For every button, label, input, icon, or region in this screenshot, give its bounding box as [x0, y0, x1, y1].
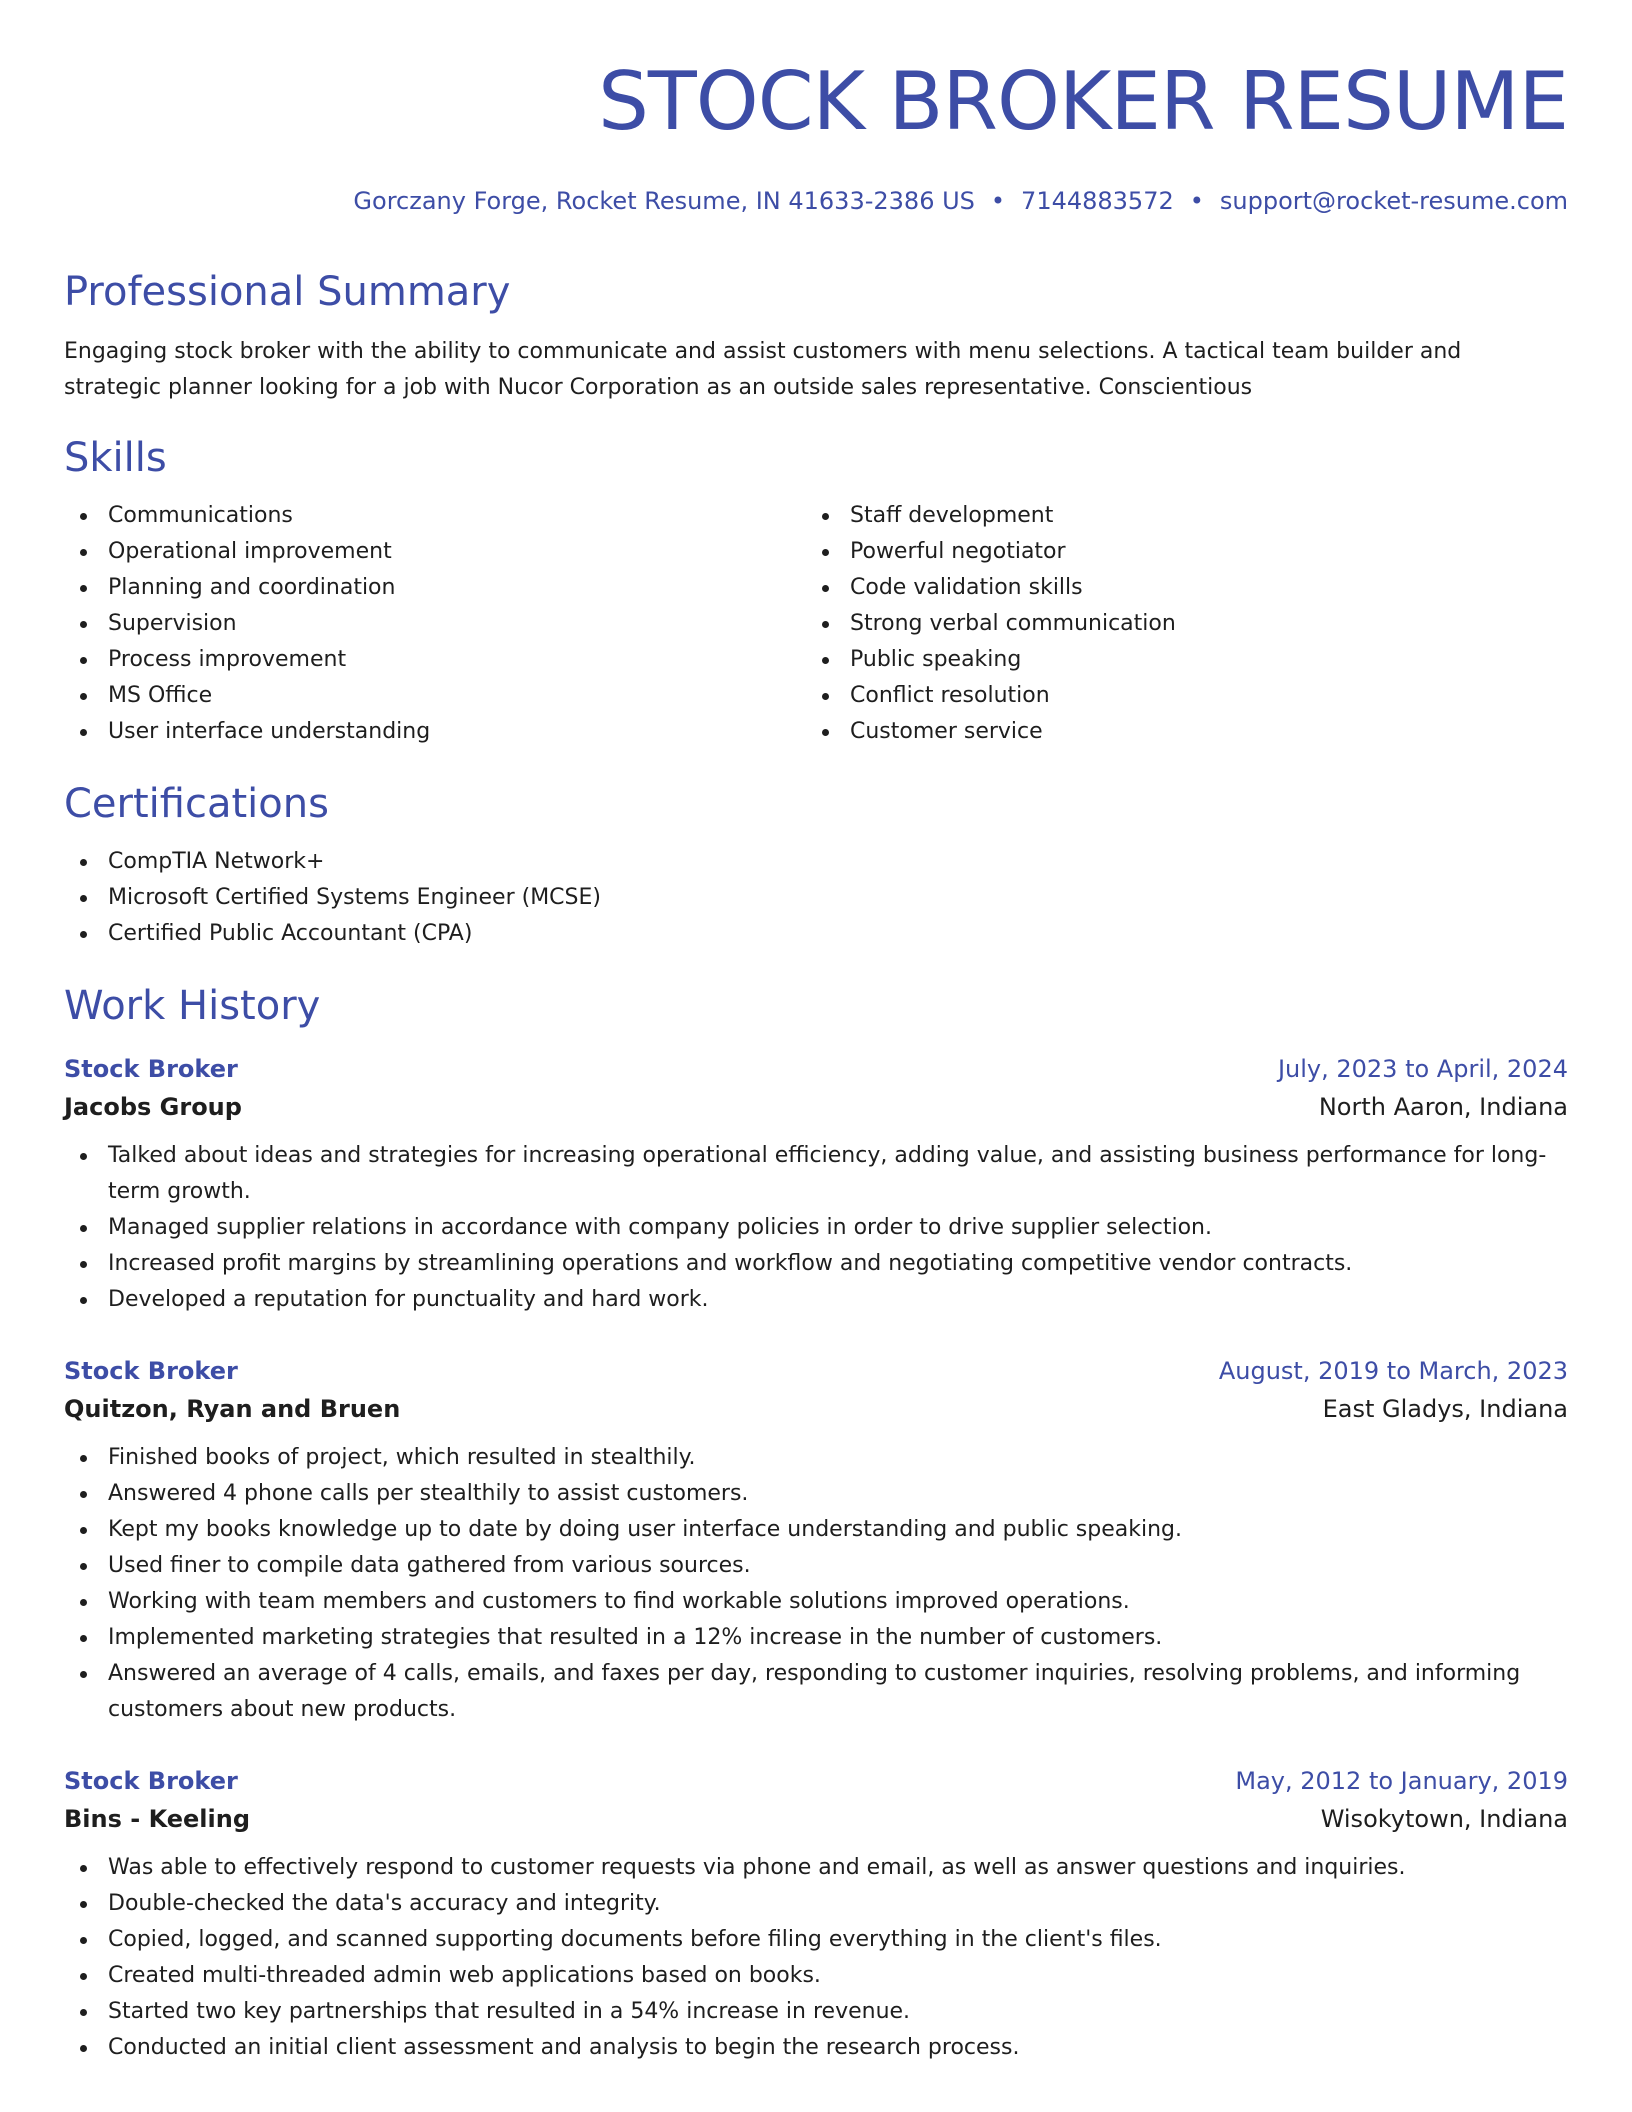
resume-title: STOCK BROKER RESUME: [598, 55, 1568, 148]
job-bullets: [64, 1440, 1568, 1728]
job-header-row: [64, 1352, 1568, 1390]
skill-item: Supervision: [64, 606, 806, 642]
contact-line: [64, 186, 1568, 216]
job-company: Jacobs Group: [64, 1093, 242, 1121]
skill-item: Staff development: [806, 498, 1548, 534]
job-location: North Aaron, Indiana: [1318, 1093, 1568, 1121]
skill-item: Conflict resolution: [806, 678, 1548, 714]
skill-item: Code validation skills: [806, 570, 1548, 606]
skill-item: Customer service: [806, 714, 1548, 750]
contact-email[interactable]: support@rocket-resume.com: [1219, 187, 1568, 215]
job-bullet: Started two key partnerships that resulted in a 54% increase in revenue.: [64, 1994, 1568, 2030]
job-dates: May, 2012 to January, 2019: [1235, 1767, 1568, 1795]
certification-item: Certified Public Accountant (CPA): [64, 916, 1568, 952]
skills-column-left: [64, 498, 806, 750]
job-location: East Gladys, Indiana: [1322, 1395, 1568, 1423]
job-bullet: Answered an average of 4 calls, emails, and faxes per day, responding to customer inquiries, resolving problems, and informing customers about new products.: [64, 1656, 1568, 1728]
certification-item: CompTIA Network+: [64, 844, 1568, 880]
job-bullet: Answered 4 phone calls per stealthily to assist customers.: [64, 1476, 1568, 1512]
skill-item: Strong verbal communication: [806, 606, 1548, 642]
job-bullet: Implemented marketing strategies that resulted in a 12% increase in the number of customers.: [64, 1620, 1568, 1656]
job-bullet: Used finer to compile data gathered from various sources.: [64, 1548, 1568, 1584]
job-bullet: Was able to effectively respond to customer requests via phone and email, as well as answer questions and inquiries.: [64, 1850, 1568, 1886]
job-bullet: Conducted an initial client assessment and analysis to begin the research process.: [64, 2030, 1568, 2066]
work-history-heading: Work History: [64, 983, 321, 1029]
job-position: Stock Broker: [64, 1767, 238, 1795]
job-bullet: Created multi-threaded admin web applications based on books.: [64, 1958, 1568, 1994]
contact-separator: •: [1189, 187, 1204, 215]
skills-heading: Skills: [64, 435, 167, 481]
skill-item: Planning and coordination: [64, 570, 806, 606]
contact-phone[interactable]: 7144883572: [1021, 187, 1174, 215]
job-bullet: Increased profit margins by streamlining operations and workflow and negotiating competitive vendor contracts.: [64, 1246, 1568, 1282]
job-company: Bins - Keeling: [64, 1805, 251, 1833]
job-bullet: Developed a reputation for punctuality and hard work.: [64, 1282, 1568, 1318]
summary-text: Engaging stock broker with the ability to communicate and assist customers with menu selections. A tactical team builder and strategic planner looking for a job with Nucor Corporation as an outside sales representative. Conscientious: [64, 339, 1462, 400]
job-dates: August, 2019 to March, 2023: [1218, 1357, 1568, 1385]
job-entry: [64, 1762, 1568, 2066]
job-header-row: [64, 1050, 1568, 1088]
job-bullet: Working with team members and customers to find workable solutions improved operations.: [64, 1584, 1568, 1620]
job-bullet: Finished books of project, which resulted in stealthily.: [64, 1440, 1568, 1476]
skill-item: Communications: [64, 498, 806, 534]
certification-item: Microsoft Certified Systems Engineer (MCSE): [64, 880, 1568, 916]
job-bullet: Managed supplier relations in accordance with company policies in order to drive supplier selection.: [64, 1210, 1568, 1246]
job-company-row: [64, 1800, 1568, 1838]
contact-separator: •: [990, 187, 1006, 215]
job-company: Quitzon, Ryan and Bruen: [64, 1395, 401, 1423]
certifications-list: [64, 844, 1568, 952]
skills-grid: [64, 498, 1568, 750]
skill-item: MS Office: [64, 678, 806, 714]
skill-item: Public speaking: [806, 642, 1548, 678]
job-location: Wisokytown, Indiana: [1320, 1805, 1568, 1833]
job-header-row: [64, 1762, 1568, 1800]
job-bullets: [64, 1850, 1568, 2066]
job-bullets: [64, 1138, 1568, 1318]
skill-item: Process improvement: [64, 642, 806, 678]
job-position: Stock Broker: [64, 1055, 238, 1083]
job-bullet: Double-checked the data's accuracy and integrity.: [64, 1886, 1568, 1922]
job-company-row: [64, 1390, 1568, 1428]
skill-item: User interface understanding: [64, 714, 806, 750]
job-bullet: Talked about ideas and strategies for increasing operational efficiency, adding value, and assisting business performance for long-term growth.: [64, 1138, 1568, 1210]
job-entry: [64, 1352, 1568, 1728]
contact-address: Gorczany Forge, Rocket Resume, IN 41633-2386 US: [353, 187, 975, 215]
job-dates: July, 2023 to April, 2024: [1277, 1055, 1568, 1083]
job-bullet: Kept my books knowledge up to date by doing user interface understanding and public speaking.: [64, 1512, 1568, 1548]
job-company-row: [64, 1088, 1568, 1126]
summary-heading: Professional Summary: [64, 269, 511, 315]
job-entry: [64, 1050, 1568, 1318]
resume-page: [64, 52, 1568, 2066]
job-bullet: Copied, logged, and scanned supporting documents before filing everything in the client's files.: [64, 1922, 1568, 1958]
skills-column-right: [806, 498, 1548, 750]
skill-item: Powerful negotiator: [806, 534, 1548, 570]
skill-item: Operational improvement: [64, 534, 806, 570]
job-position: Stock Broker: [64, 1357, 238, 1385]
certifications-heading: Certifications: [64, 781, 329, 827]
